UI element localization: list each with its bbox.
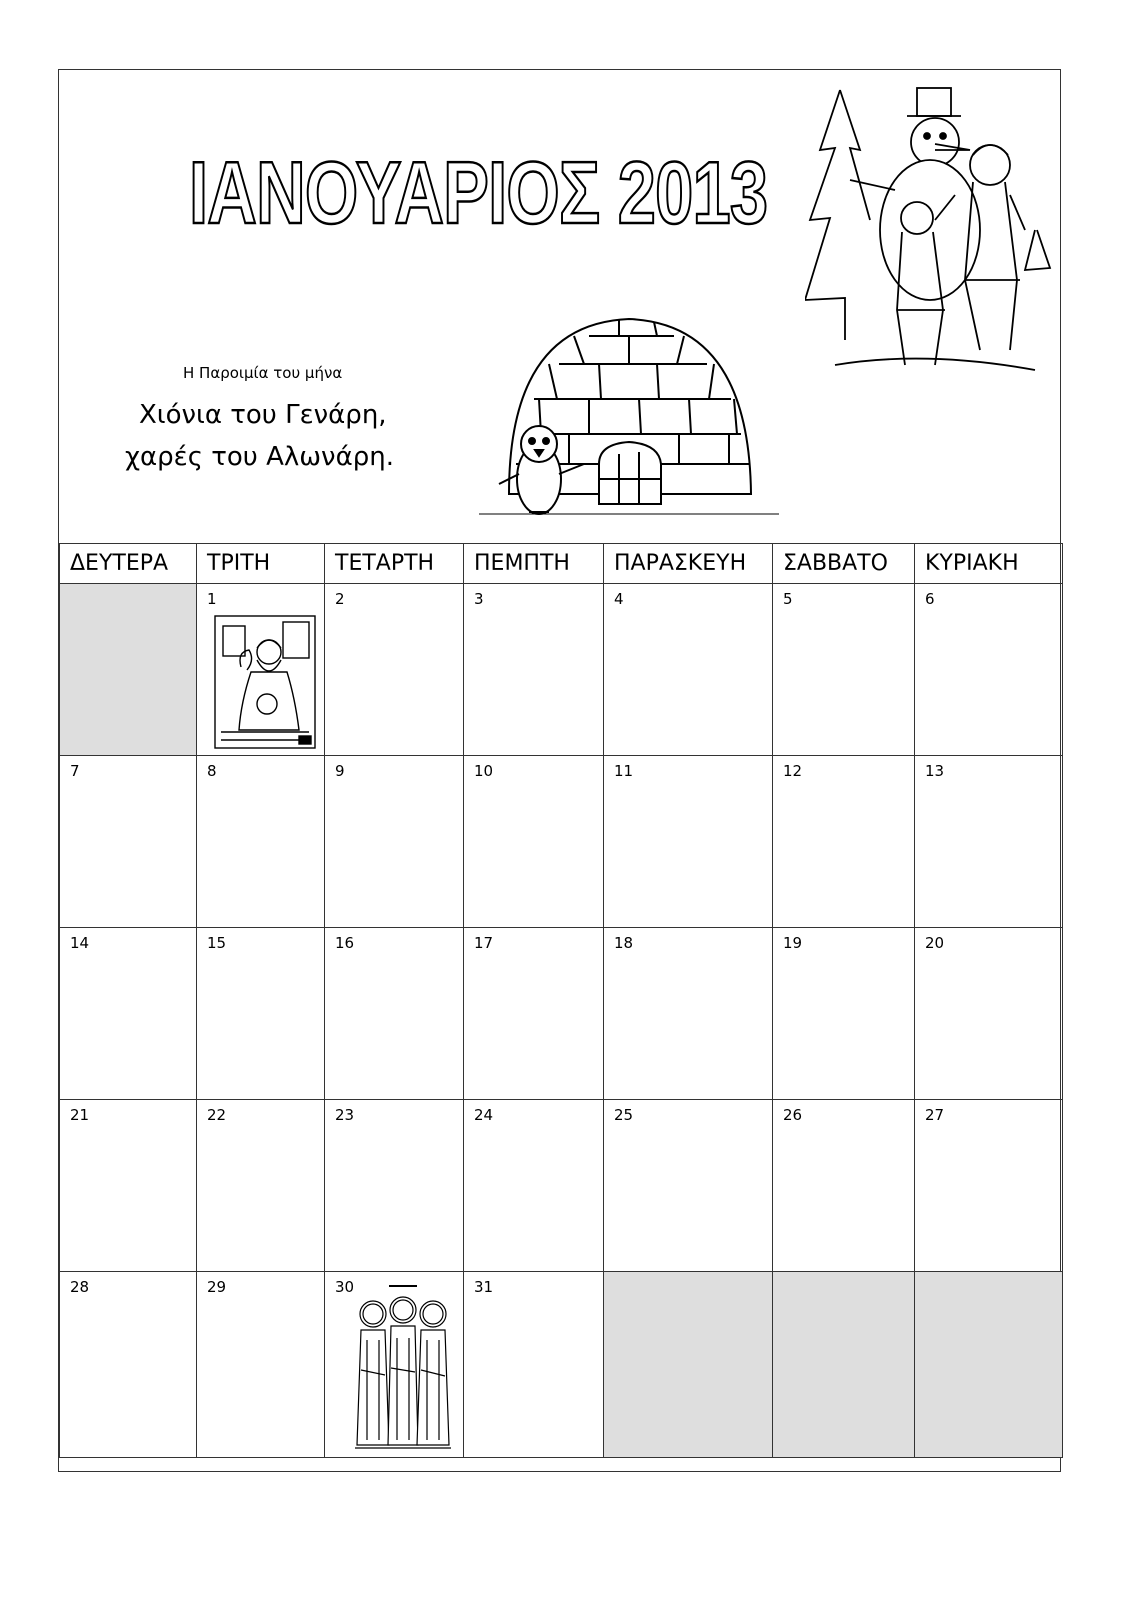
day-cell	[325, 1100, 464, 1272]
weekday-header: ΤΕΤΑΡΤΗ	[325, 544, 464, 584]
day-number: 29	[207, 1278, 227, 1296]
day-number: 7	[70, 762, 80, 780]
day-number: 21	[70, 1106, 90, 1124]
day-number: 2	[335, 590, 345, 608]
day-number: 9	[335, 762, 345, 780]
day-cell	[197, 928, 325, 1100]
snowman-children-illustration	[805, 80, 1055, 380]
day-cell	[773, 1100, 915, 1272]
three-hierarchs-illustration	[355, 1280, 451, 1452]
empty-day-cell	[773, 1272, 915, 1458]
week-row	[60, 1272, 1063, 1458]
day-cell	[604, 1100, 773, 1272]
day-number: 24	[474, 1106, 494, 1124]
day-number: 27	[925, 1106, 945, 1124]
igloo-illustration	[479, 304, 779, 524]
day-number: 3	[474, 590, 484, 608]
day-cell	[915, 756, 1063, 928]
day-cell	[773, 928, 915, 1100]
week-row	[60, 1100, 1063, 1272]
day-cell	[60, 756, 197, 928]
day-cell	[197, 1100, 325, 1272]
day-number: 22	[207, 1106, 227, 1124]
day-cell	[915, 584, 1063, 756]
day-cell	[60, 1100, 197, 1272]
day-cell	[464, 1272, 604, 1458]
day-cell	[325, 928, 464, 1100]
day-cell	[464, 584, 604, 756]
week-row	[60, 928, 1063, 1100]
day-number: 19	[783, 934, 803, 952]
day-number: 23	[335, 1106, 355, 1124]
empty-day-cell	[60, 584, 197, 756]
weekday-header-row	[60, 544, 1063, 584]
empty-day-cell	[604, 1272, 773, 1458]
day-cell	[915, 1100, 1063, 1272]
day-number: 5	[783, 590, 793, 608]
calendar-grid	[59, 543, 1063, 1458]
day-number: 18	[614, 934, 634, 952]
page-title: ΙΑΝΟΥΑΡΙΟΣ 2013	[189, 143, 768, 242]
day-number: 31	[474, 1278, 494, 1296]
day-number: 6	[925, 590, 935, 608]
empty-day-cell	[915, 1272, 1063, 1458]
day-number: 13	[925, 762, 945, 780]
day-number: 16	[335, 934, 355, 952]
proverb-line-2: χαρές του Αλωνάρη.	[125, 442, 394, 472]
day-cell	[604, 928, 773, 1100]
day-number: 17	[474, 934, 494, 952]
proverb-label: Η Παροιμία του μήνα	[183, 364, 343, 382]
weekday-header: ΔΕΥΤΕΡΑ	[60, 544, 197, 584]
day-number: 26	[783, 1106, 803, 1124]
proverb-line-1: Χιόνια του Γενάρη,	[139, 400, 387, 430]
week-row	[60, 756, 1063, 928]
day-number: 20	[925, 934, 945, 952]
day-number: 4	[614, 590, 624, 608]
day-number: 11	[614, 762, 634, 780]
day-cell	[464, 756, 604, 928]
day-cell	[464, 1100, 604, 1272]
day-cell	[325, 584, 464, 756]
day-number: 28	[70, 1278, 90, 1296]
day-number: 10	[474, 762, 494, 780]
day-cell	[60, 1272, 197, 1458]
day-number: 8	[207, 762, 217, 780]
weekday-header: ΣΑΒΒΑΤΟ	[773, 544, 915, 584]
calendar-header	[59, 70, 1060, 543]
day-number: 1	[207, 590, 217, 608]
day-number: 30	[335, 1278, 355, 1296]
day-cell	[604, 584, 773, 756]
day-cell	[773, 756, 915, 928]
santa-illustration	[211, 612, 319, 752]
day-number: 12	[783, 762, 803, 780]
day-number: 25	[614, 1106, 634, 1124]
weekday-header: ΤΡΙΤΗ	[197, 544, 325, 584]
day-cell	[197, 756, 325, 928]
calendar-page	[58, 69, 1061, 1472]
day-cell	[325, 756, 464, 928]
day-cell	[197, 1272, 325, 1458]
day-cell	[464, 928, 604, 1100]
day-cell	[197, 584, 325, 756]
day-cell	[60, 928, 197, 1100]
weekday-header: ΠΑΡΑΣΚΕΥΗ	[604, 544, 773, 584]
day-number: 15	[207, 934, 227, 952]
day-cell	[915, 928, 1063, 1100]
week-row	[60, 584, 1063, 756]
weekday-header: ΚΥΡΙΑΚΗ	[915, 544, 1063, 584]
day-number: 14	[70, 934, 90, 952]
day-cell	[325, 1272, 464, 1458]
day-cell	[604, 756, 773, 928]
day-cell	[773, 584, 915, 756]
weekday-header: ΠΕΜΠΤΗ	[464, 544, 604, 584]
